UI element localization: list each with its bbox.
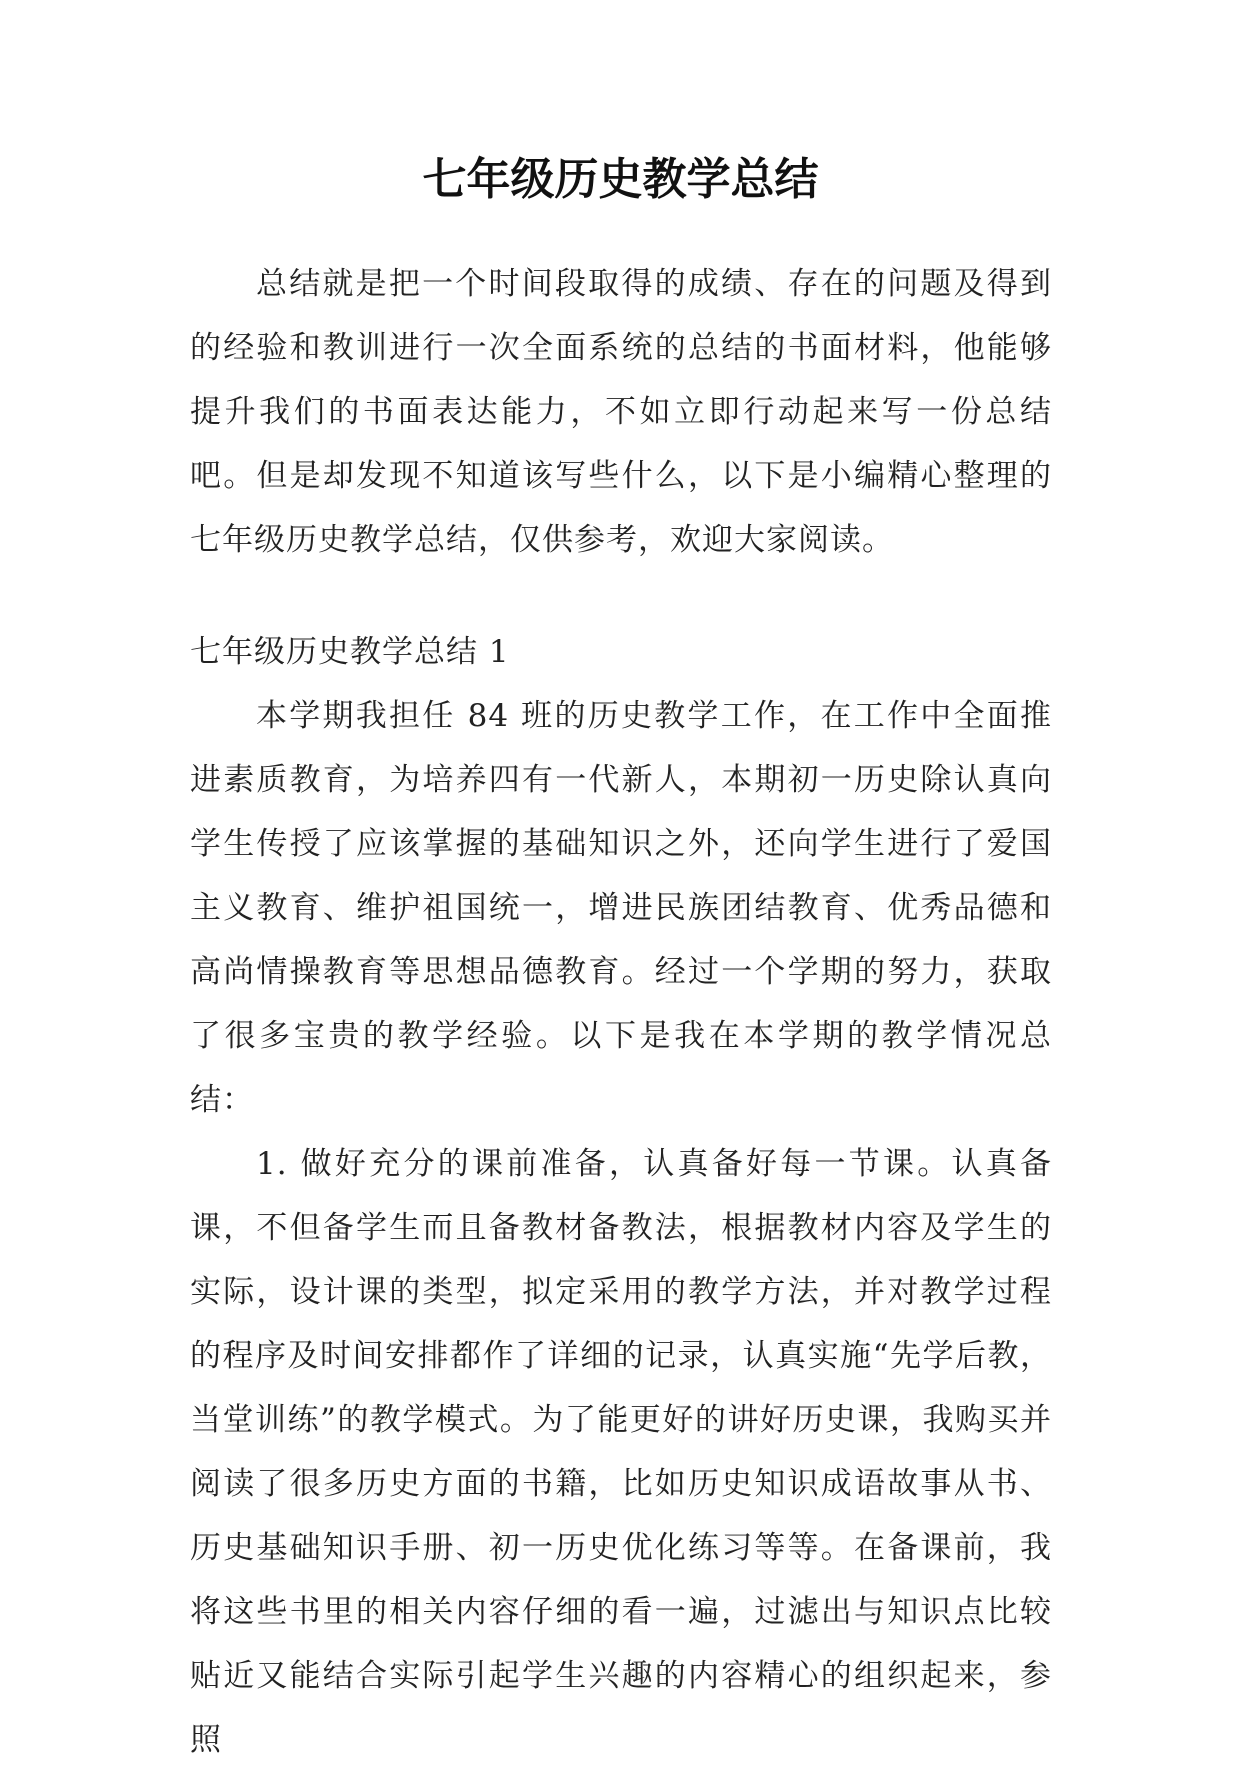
body-paragraph: 本学期我担任 84 班的历史教学工作，在工作中全面推进素质教育，为培养四有一代新人，本期初一历史除认真向学生传授了应该掌握的基础知识之外，还向学生进行了爱国主义教育、维护祖国统一，增进民族团结教育、优秀品德和高尚情操教育等思想品德教育。经过一个学期的努力，获取了很多宝贵的教学经验。以下是我在本学期的教学情况总结：: [190, 698, 1052, 1118]
body-paragraph: 1. 做好充分的课前准备，认真备好每一节课。认真备课，不但备学生而且备教材备教法，根据教材内容及学生的实际，设计课的类型，拟定采用的教学方法，并对教学过程的程序及时间安排都作了详细的记录，认真实施“先学后教，当堂训练”的教学模式。为了能更好的讲好历史课，我购买并阅读了很多历史方面的书籍，比如历史知识成语故事从书、历史基础知识手册、初一历史优化练习等等。在备课前，我将这些书里的相关内容仔细的看一遍，过滤出与知识点比较贴近又能结合实际引起学生兴趣的内容精心的组织起来，参照: [190, 1146, 1052, 1758]
document-title: 七年级历史教学总结: [422, 154, 819, 205]
section-heading: 七年级历史教学总结 1: [190, 634, 510, 670]
intro-paragraph: 总结就是把一个时间段取得的成绩、存在的问题及得到的经验和教训进行一次全面系统的总结的书面材料，他能够提升我们的书面表达能力，不如立即行动起来写一份总结吧。但是却发现不知道该写些什么，以下是小编精心整理的七年级历史教学总结，仅供参考，欢迎大家阅读。: [190, 266, 1052, 558]
